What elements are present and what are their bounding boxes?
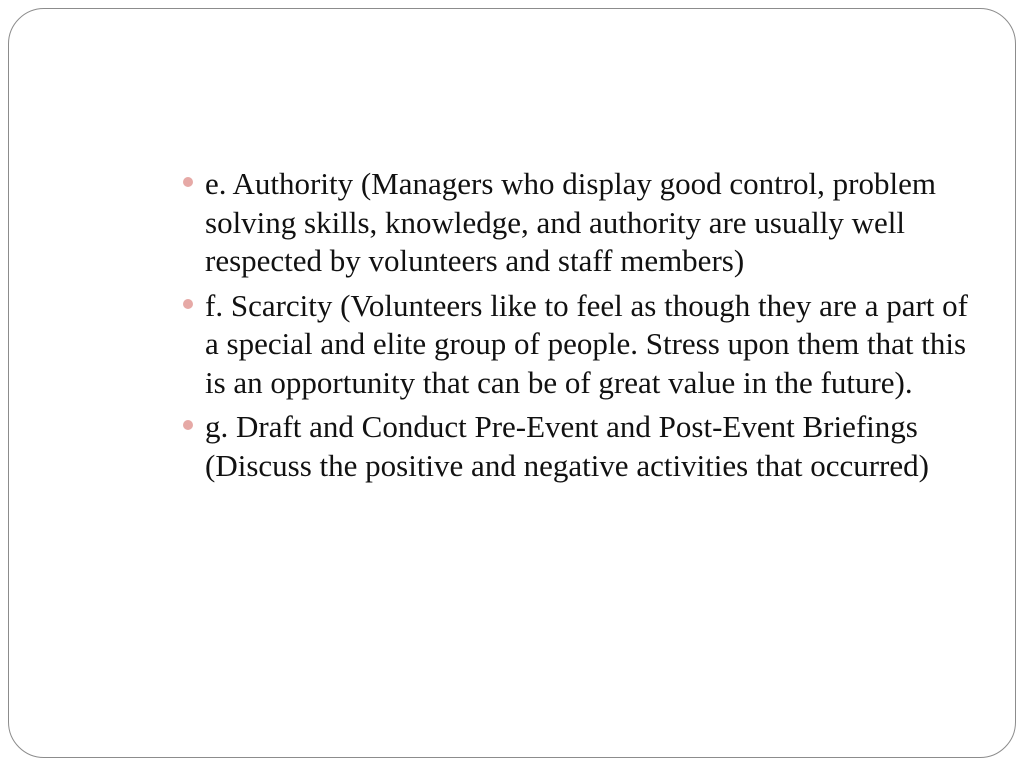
bullet-list	[182, 165, 972, 491]
bullet-dot-icon	[183, 177, 193, 187]
bullet-text: g. Draft and Conduct Pre-Event and Post-Event Briefings (Discuss the positive and negative activities that occurred)	[205, 409, 929, 483]
bullet-item-authority	[182, 165, 972, 281]
bullet-item-scarcity	[182, 287, 972, 403]
bullet-text: e. Authority (Managers who display good control, problem solving skills, knowledge, and authority are usually well respected by volunteers and staff members)	[205, 166, 936, 278]
bullet-text: f. Scarcity (Volunteers like to feel as though they are a part of a special and elite group of people. Stress upon them that this is an opportunity that can be of great value in the future).	[205, 287, 968, 400]
bullet-dot-icon	[183, 420, 193, 430]
bullet-item-briefings	[182, 408, 972, 485]
bullet-dot-icon	[183, 299, 193, 309]
